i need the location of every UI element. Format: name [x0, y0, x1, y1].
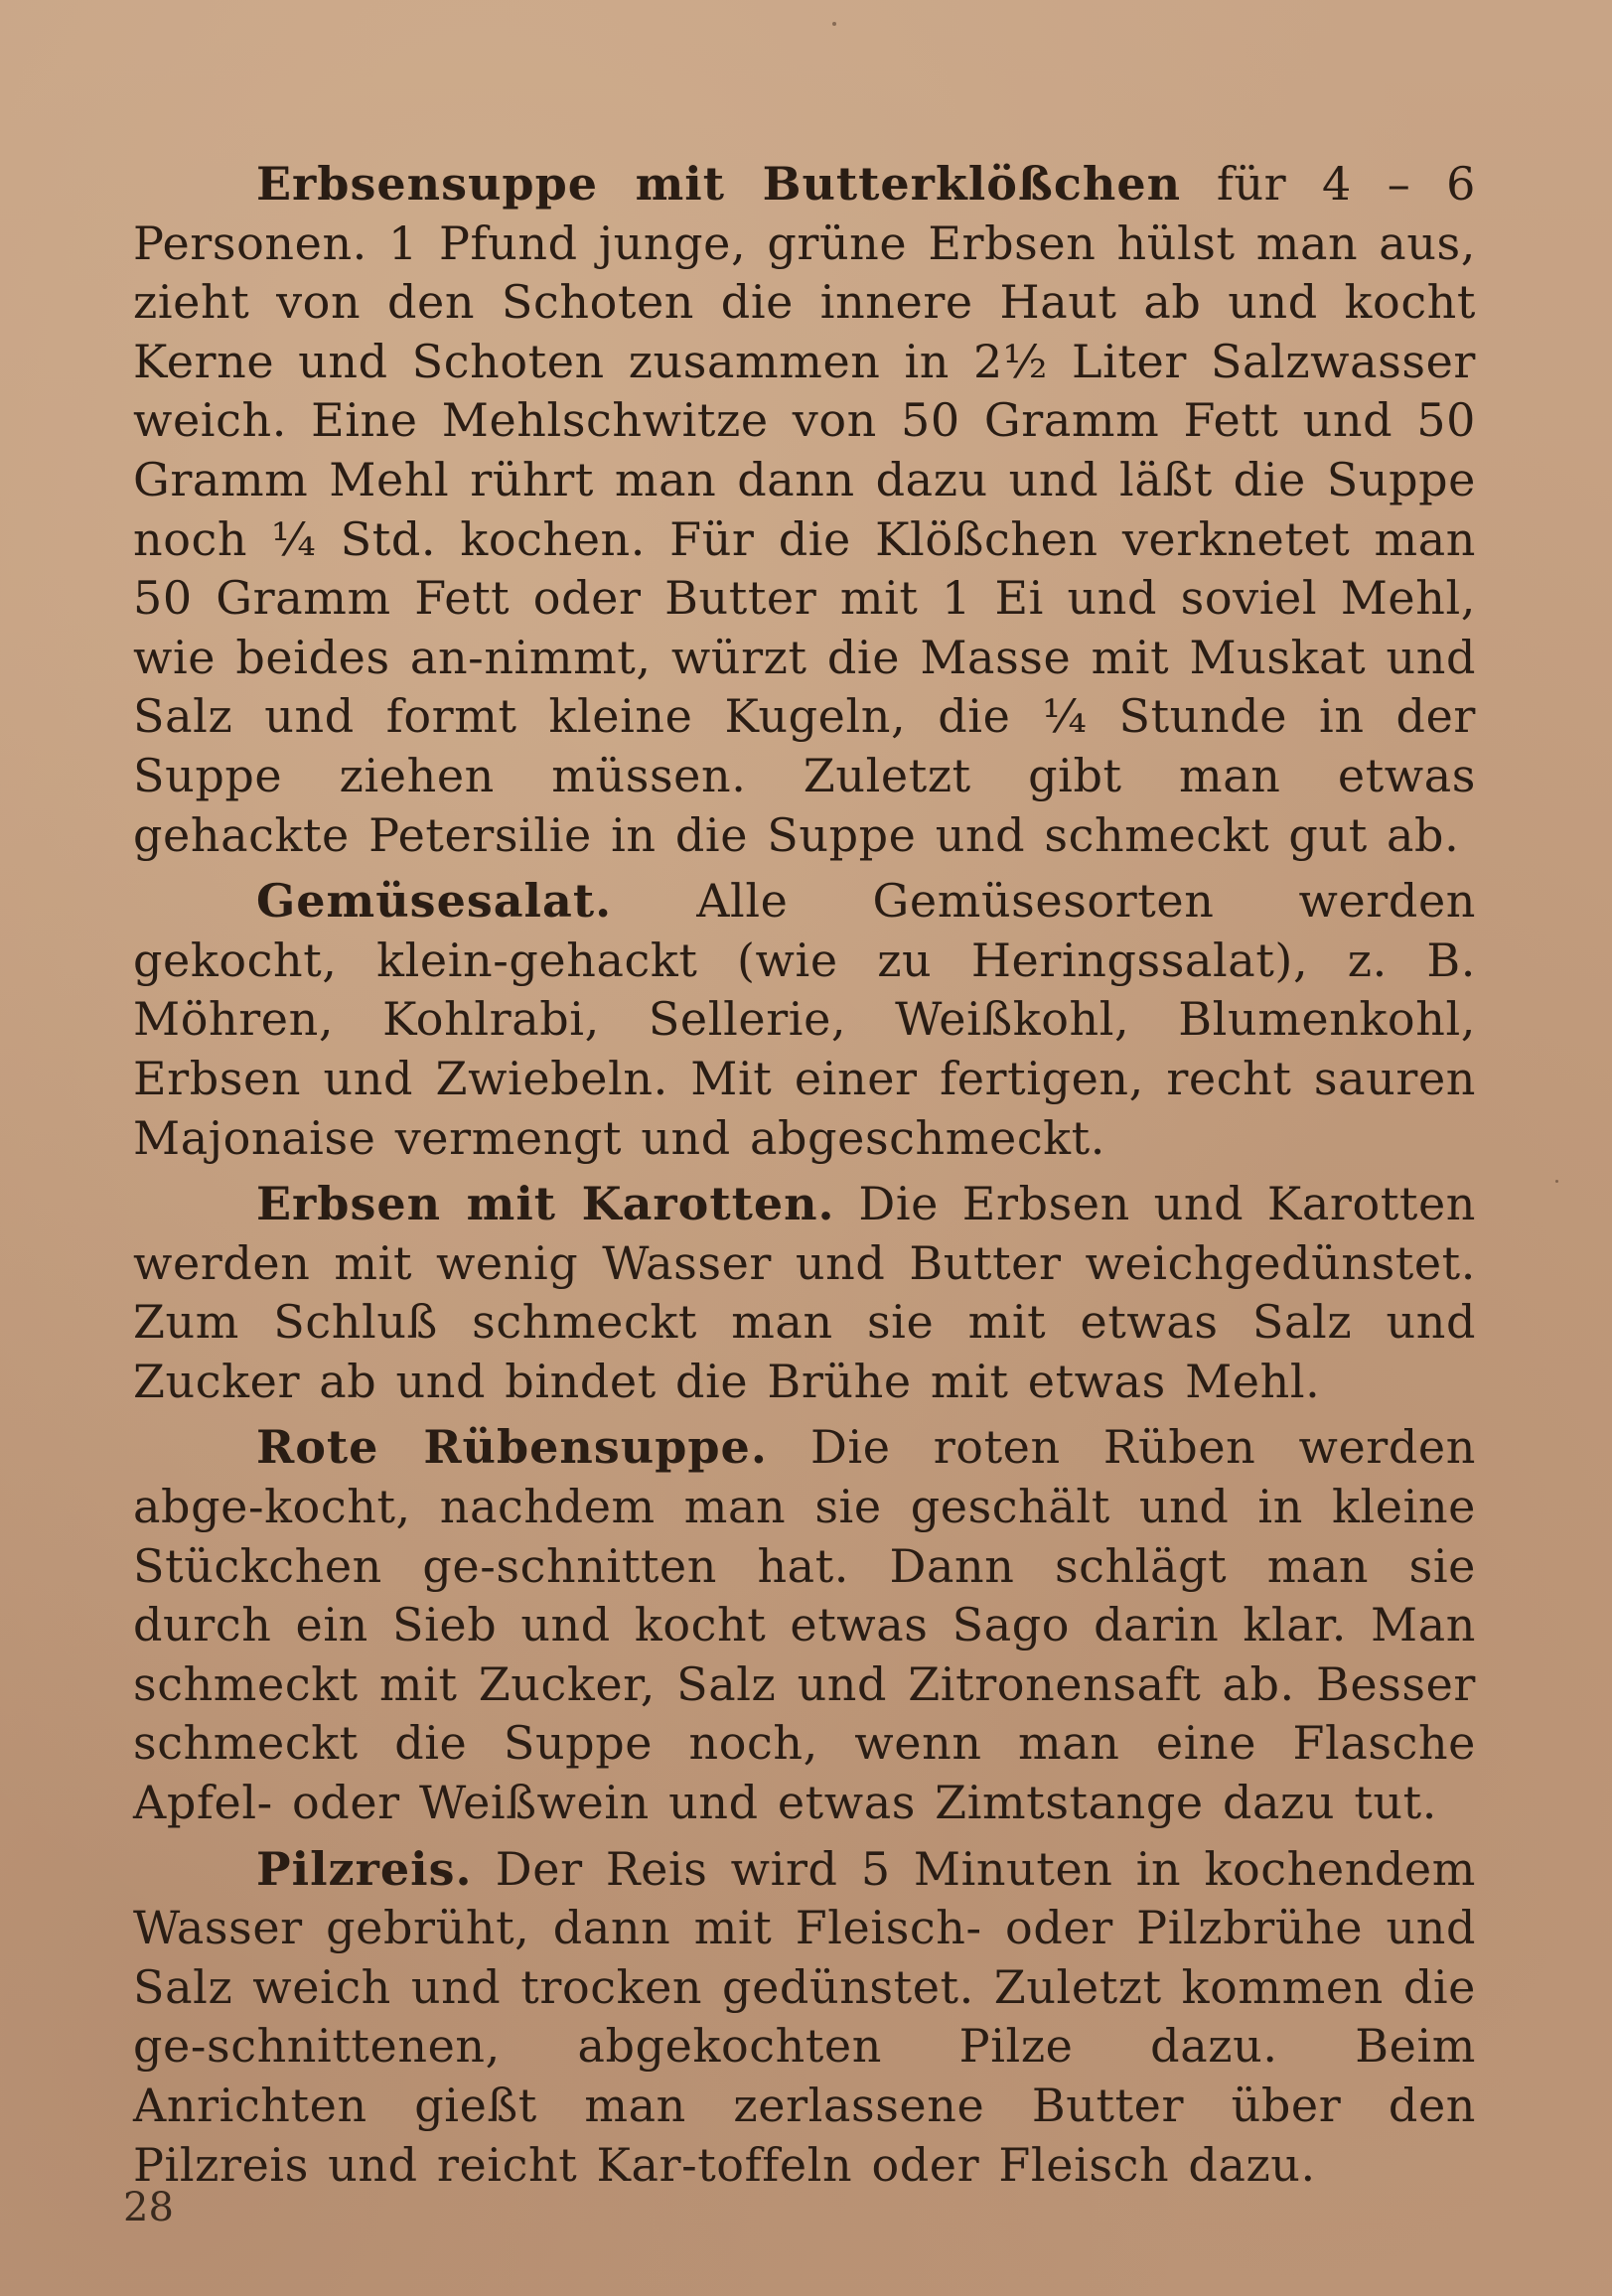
recipe-title: Gemüsesalat. — [256, 874, 613, 929]
recipe-gemuesesalat — [133, 872, 1476, 1168]
paper-speck — [832, 22, 836, 26]
recipe-title: Erbsensuppe mit Butterklößchen — [256, 157, 1182, 211]
paper-speck — [1555, 1180, 1558, 1183]
recipe-text — [133, 155, 1476, 2202]
recipe-body: für 4 – 6 Personen. 1 Pfund junge, grüne Erbsen hülst man aus, zieht von den Schoten die innere Haut ab und kocht Kerne und Schoten zusammen in 2½ Liter Salzwasser weich. Eine Mehlschwitze von 50 Gramm Fett und 50 Gramm Mehl rührt man dann dazu und läßt die Suppe noch ¼ Std. kochen. Für die Klößchen verknetet man 50 Gramm Fett oder Butter mit 1 Ei und soviel Mehl, wie beides an-nimmt, würzt die Masse mit Muskat und Salz und formt kleine Kugeln, die ¼ Stunde in der Suppe ziehen müssen. Zuletzt gibt man etwas gehackte Petersilie in die Suppe und schmeckt gut ab. — [133, 157, 1476, 862]
recipe-pilzreis — [133, 1840, 1476, 2196]
recipe-title: Rote Rübensuppe. — [256, 1420, 768, 1475]
recipe-body: Der Reis wird 5 Minuten in kochendem Wasser gebrüht, dann mit Fleisch- oder Pilzbrühe und Salz weich und trocken gedünstet. Zuletzt kommen die ge-schnittenen, abgekochten Pilze dazu. Beim Anrichten gießt man zerlassene Butter über den Pilzreis und reicht Kar-toffeln oder Fleisch dazu. — [133, 1841, 1476, 2192]
recipe-title: Erbsen mit Karotten. — [256, 1177, 835, 1231]
recipe-erbsen-mit-karotten — [133, 1175, 1476, 1411]
recipe-erbsensuppe — [133, 155, 1476, 865]
recipe-body: Alle Gemüsesorten werden gekocht, klein-gehackt (wie zu Heringssalat), z. B. Möhren, Kohlrabi, Sellerie, Weißkohl, Blumenkohl, Erbsen und Zwiebeln. Mit einer fertigen, recht sauren Majonaise vermengt und abgeschmeckt. — [133, 874, 1476, 1165]
recipe-rote-ruebensuppe — [133, 1418, 1476, 1832]
page-number: 28 — [123, 2185, 174, 2230]
recipe-body: Die roten Rüben werden abge-kocht, nachdem man sie geschält und in kleine Stückchen ge-schnitten hat. Dann schlägt man sie durch ein Sieb und kocht etwas Sago darin klar. Man schmeckt mit Zucker, Salz und Zitronensaft ab. Besser schmeckt die Suppe noch, wenn man eine Flasche Apfel- oder Weißwein und etwas Zimtstange dazu tut. — [133, 1420, 1476, 1830]
recipe-title: Pilzreis. — [256, 1841, 473, 1896]
recipe-body: Die Erbsen und Karotten werden mit wenig Wasser und Butter weichgedünstet. Zum Schluß schmeckt man sie mit etwas Salz und Zucker ab und bindet die Brühe mit etwas Mehl. — [133, 1177, 1476, 1408]
